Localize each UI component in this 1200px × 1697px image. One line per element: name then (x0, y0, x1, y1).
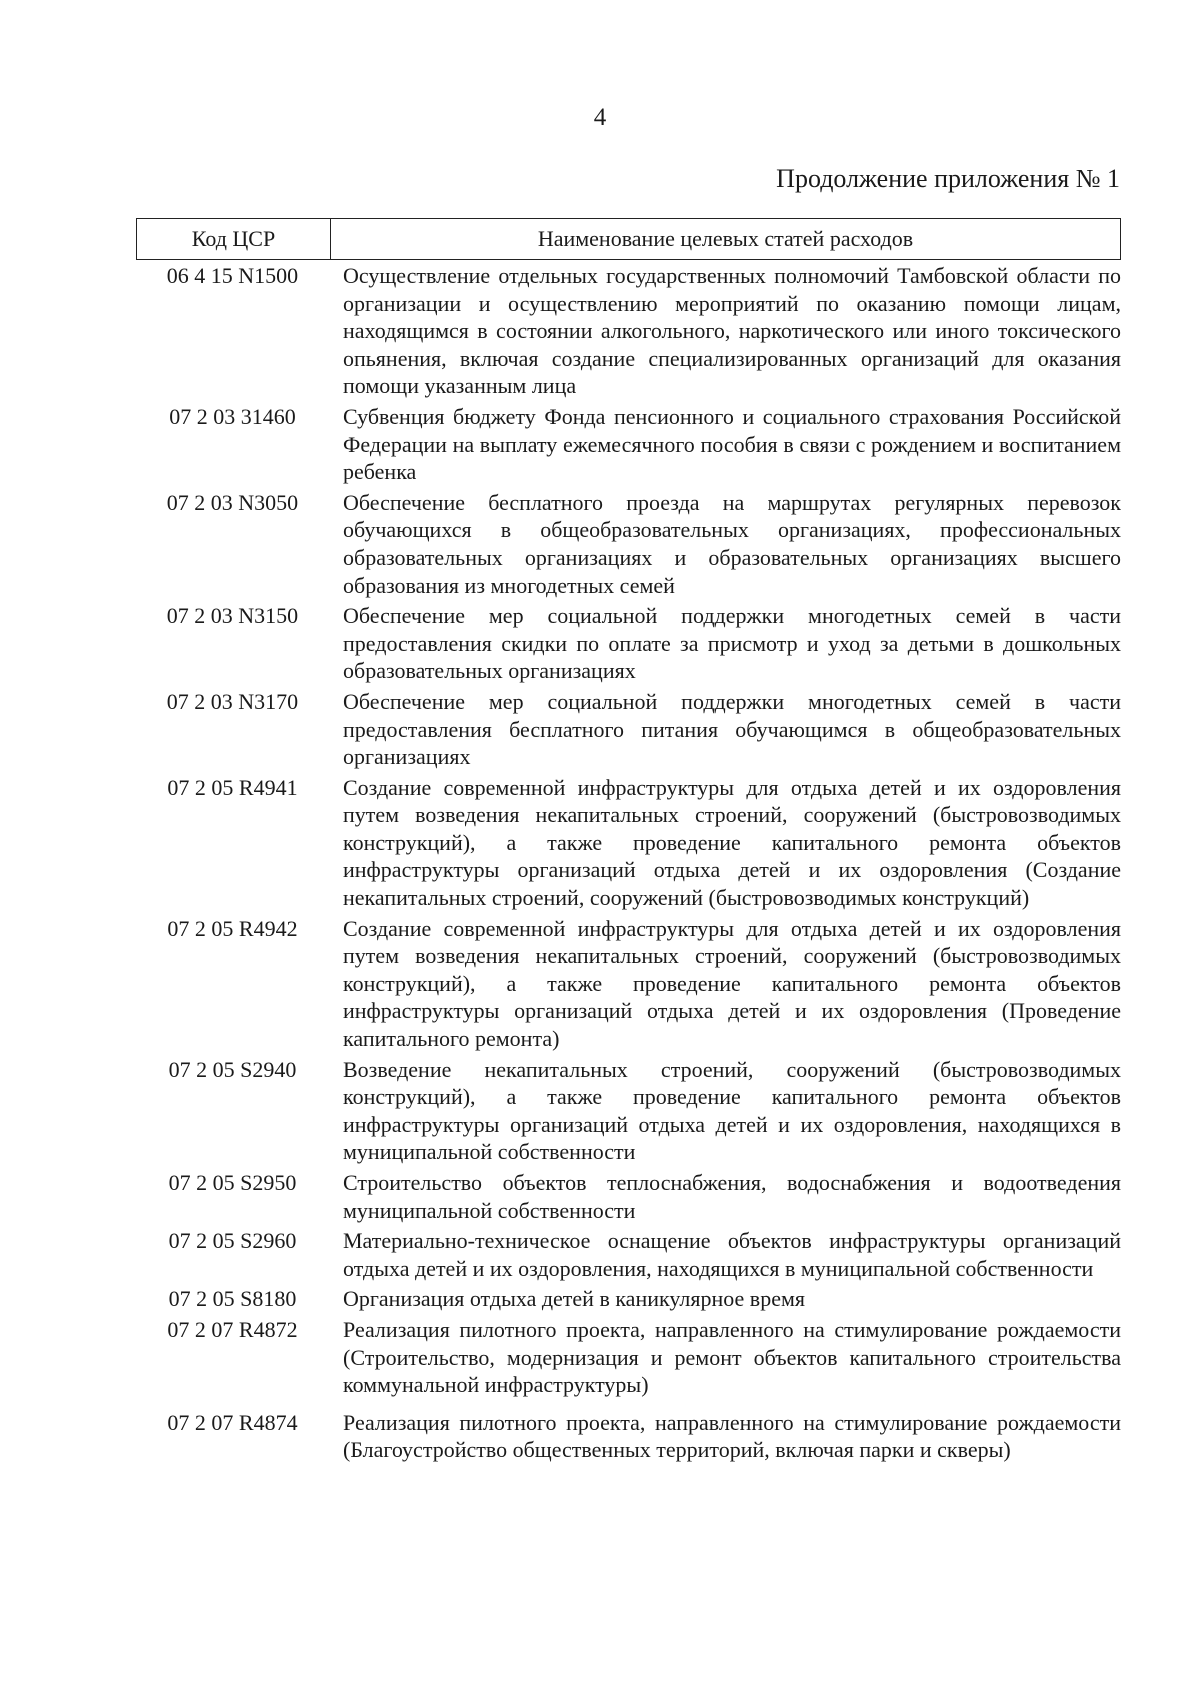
page-number: 4 (593, 104, 607, 131)
row-name: Материально-техническое оснащение объектов инфраструктуры организаций отдыха детей и их оздоровления, находящихся в муниципальной собственности (343, 1228, 1121, 1281)
expenditure-table (136, 218, 1121, 1464)
row-name: Обеспечение бесплатного проезда на маршрутах регулярных перевозок обучающихся в общеобразовательных организациях, профессиональных образовательных организациях и образовательных организациях высшего образования из многодетных семей (343, 489, 1121, 598)
row-name: Обеспечение мер социальной поддержки многодетных семей в части предоставления скидки по оплате за присмотр и уход за детьми в дошкольных образовательных организациях (343, 603, 1121, 684)
row-code: 07 2 03 31460 (169, 403, 296, 429)
row-code: 07 2 05 R4942 (167, 915, 298, 941)
row-code: 07 2 03 N3170 (166, 688, 299, 714)
row-name: Реализация пилотного проекта, направленного на стимулирование рождаемости (Благоустройство общественных территорий, включая парки и скверы) (343, 1409, 1121, 1463)
row-code: 07 2 05 S8180 (168, 1286, 297, 1312)
header-name: Наименование целевых статей расходов (537, 226, 914, 251)
row-name: Субвенция бюджету Фонда пенсионного и социального страхования Российской Федерации на выплату ежемесячного пособия в связи с рождением и воспитанием ребенка (343, 403, 1121, 485)
row-name: Возведение некапитальных строений, сооружений (быстровозводимых конструкций), а также проведение капитального ремонта объектов инфраструктуры организаций отдыха детей и их оздоровления, находящихся в муниципальной собственности (343, 1056, 1121, 1165)
table-header (136, 218, 1121, 260)
row-code: 07 2 05 S2950 (168, 1170, 297, 1195)
row-name: Реализация пилотного проекта, направленного на стимулирование рождаемости (Строительство, модернизация и ремонт объектов капитального строительства коммунальной инфраструктуры) (343, 1316, 1121, 1398)
row-name: Обеспечение мер социальной поддержки многодетных семей в части предоставления бесплатного питания обучающимся в общеобразовательных организациях (343, 688, 1121, 770)
row-code: 07 2 05 R4941 (167, 774, 298, 800)
table-row (136, 1316, 1121, 1399)
row-code: 07 2 03 N3050 (166, 489, 299, 515)
row-name: Создание современной инфраструктуры для отдыха детей и их оздоровления путем возведения некапитальных строений, сооружений (быстровозводимых конструкций), а также проведение капитального ремонта объектов инфраструктуры организаций отдыха детей и их оздоровления (Проведение капитального ремонта) (343, 915, 1121, 1052)
table-row (136, 1227, 1121, 1282)
row-code: 07 2 03 N3150 (166, 603, 299, 629)
table-row (136, 489, 1121, 599)
header-code: Код ЦСР (137, 219, 331, 259)
row-code: 07 2 05 S2960 (168, 1228, 297, 1254)
table-row (136, 602, 1121, 685)
table-row (136, 688, 1121, 771)
row-name: Осуществление отдельных государственных полномочий Тамбовской области по организации и осуществлению мероприятий по оказанию помощи лицам, находящимся в состоянии алкогольного, наркотического или иного токсического опьянения, включая создание специализированных организаций для оказания помощи указанным лица (343, 263, 1121, 399)
row-name: Создание современной инфраструктуры для отдыха детей и их оздоровления путем возведения некапитальных строений, сооружений (быстровозводимых конструкций), а также проведение капитального ремонта объектов инфраструктуры организаций отдыха детей и их оздоровления (Создание некапитальных строений, сооружений (быстровозводимых конструкций) (343, 774, 1121, 911)
continuation-title: Продолжение приложения № 1 (776, 164, 1120, 193)
table-row (136, 1056, 1121, 1166)
table-row (136, 1409, 1121, 1464)
row-code: 07 2 07 R4872 (167, 1316, 298, 1342)
table-row (136, 1169, 1121, 1224)
row-code: 06 4 15 N1500 (166, 263, 299, 288)
table-row (136, 1285, 1121, 1313)
row-name: Организация отдыха детей в каникулярное время (343, 1286, 805, 1312)
table-row (136, 774, 1121, 912)
row-code: 07 2 05 S2940 (168, 1056, 297, 1082)
table-row (136, 262, 1121, 400)
row-code: 07 2 07 R4874 (167, 1409, 298, 1435)
row-name: Строительство объектов теплоснабжения, водоснабжения и водоотведения муниципальной собственности (343, 1170, 1121, 1223)
table-row (136, 915, 1121, 1053)
table-row (136, 403, 1121, 486)
